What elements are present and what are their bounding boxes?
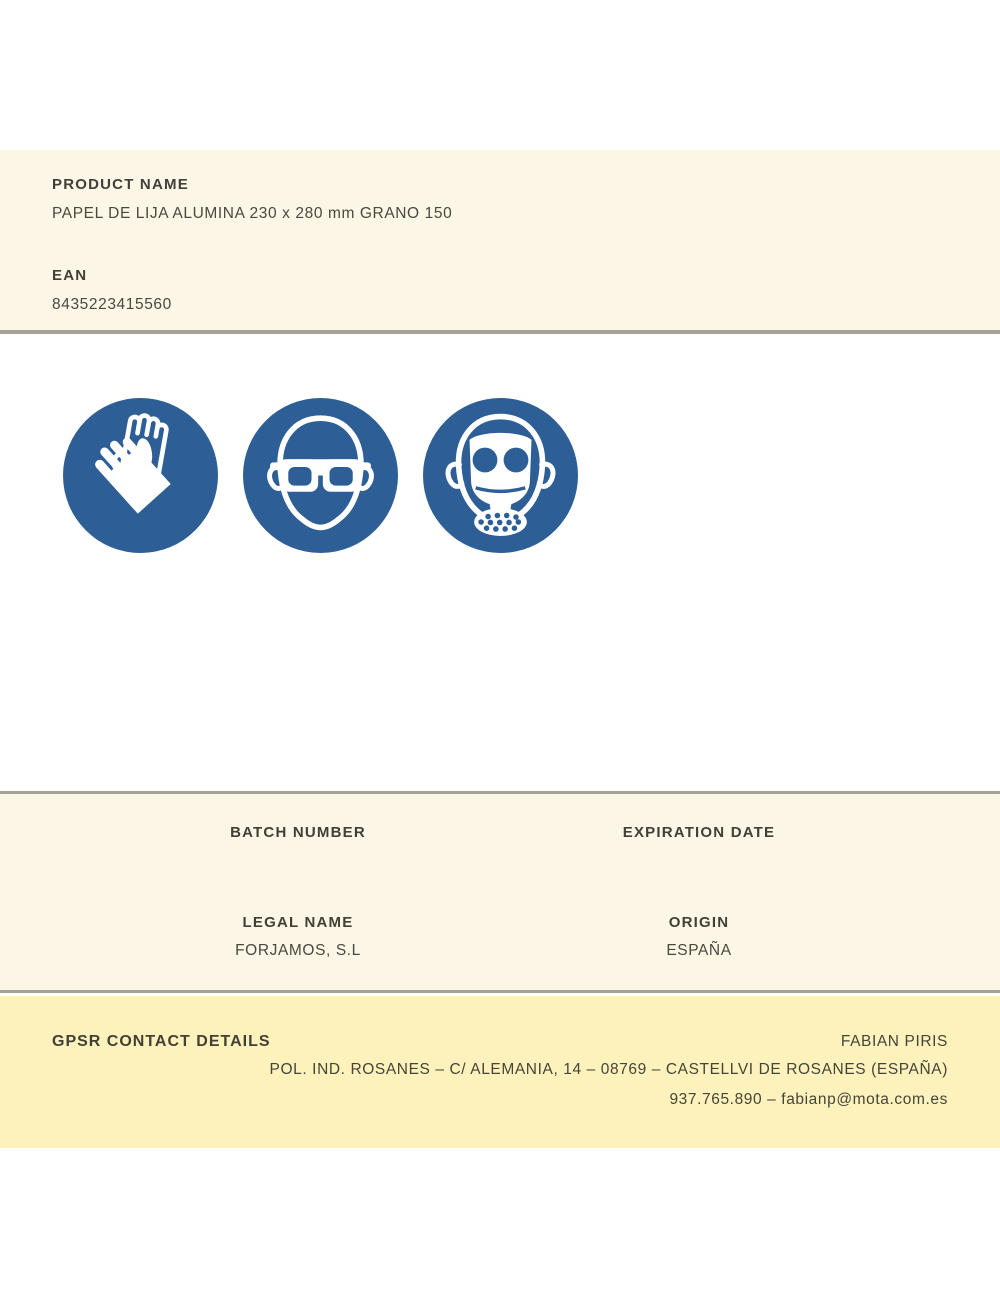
product-info-section (0, 150, 1000, 334)
safety-icons-row (63, 398, 578, 553)
ean-label: EAN (52, 267, 88, 284)
respiratory-protection-icon (423, 398, 578, 553)
gpsr-contact-name: FABIAN PIRIS (840, 1033, 948, 1050)
expiration-date-label: EXPIRATION DATE (622, 824, 776, 841)
gpsr-address: POL. IND. ROSANES – C/ ALEMANIA, 14 – 08769 – CASTELLVI DE ROSANES (ESPAÑA) (269, 1061, 948, 1078)
origin-value: ESPAÑA (666, 942, 732, 959)
protective-gloves-icon (63, 398, 218, 553)
origin-label: ORIGIN (668, 914, 730, 931)
gpsr-phone-email: 937.765.890 – fabianp@mota.com.es (669, 1091, 948, 1108)
product-name-label: PRODUCT NAME (52, 176, 189, 193)
batch-number-label: BATCH NUMBER (230, 824, 366, 841)
product-name-value: PAPEL DE LIJA ALUMINA 230 x 280 mm GRANO 150 (52, 205, 453, 222)
eye-protection-icon (243, 398, 398, 553)
legal-name-label: LEGAL NAME (242, 914, 354, 931)
legal-name-value: FORJAMOS, S.L (235, 942, 361, 959)
ean-value: 8435223415560 (52, 296, 172, 313)
batch-origin-section (0, 791, 1000, 993)
gpsr-title: GPSR CONTACT DETAILS (52, 1033, 271, 1050)
gpsr-title-row (52, 1032, 948, 1052)
gpsr-contact-section (0, 996, 1000, 1148)
